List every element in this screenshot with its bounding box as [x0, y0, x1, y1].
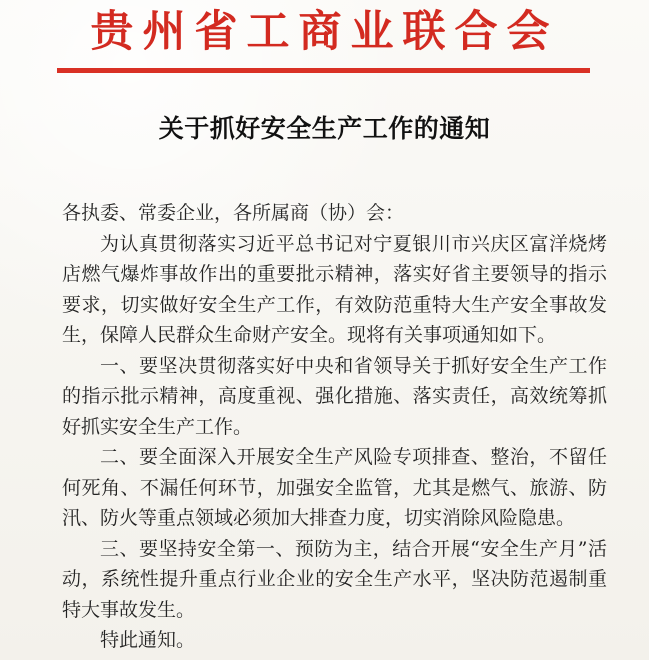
letterhead-title: 贵州省工商业联合会 [90, 7, 559, 57]
letterhead-divider [57, 68, 590, 73]
item-one-paragraph: 一、要坚决贯彻落实好中央和省领导关于抓好安全生产工作的指示批示精神，高度重视、强化措施、落实责任，高效统筹抓好抓实安全生产工作。 [62, 354, 607, 438]
intro-paragraph: 为认真贯彻落实习近平总书记对宁夏银川市兴庆区富洋烧烤店燃气爆炸事故作出的重要批示精神，落实好省主要领导的指示要求，切实做好安全生产工作，有效防范重特大生产安全事故发生，保障人民群众生命财产安全。现将有关事项通知如下。 [62, 232, 607, 346]
item-three-paragraph: 三、要坚持安全第一、预防为主，结合开展“安全生产月”活动，系统性提升重点行业企业的安全生产水平，坚决防范遏制重特大事故发生。 [62, 537, 607, 621]
document-body [62, 198, 607, 656]
item-two-paragraph: 二、要全面深入开展安全生产风险专项排查、整治，不留任何死角、不漏任何环节，加强安全监管，尤其是燃气、旅游、防汛、防火等重点领域必须加大排查力度，切实消除风险隐患。 [62, 446, 607, 529]
document-title: 关于抓好安全生产工作的通知 [158, 114, 491, 143]
salutation: 各执委、常委企业，各所属商（协）会： [62, 202, 405, 224]
closing-line: 特此通知。 [100, 629, 196, 651]
